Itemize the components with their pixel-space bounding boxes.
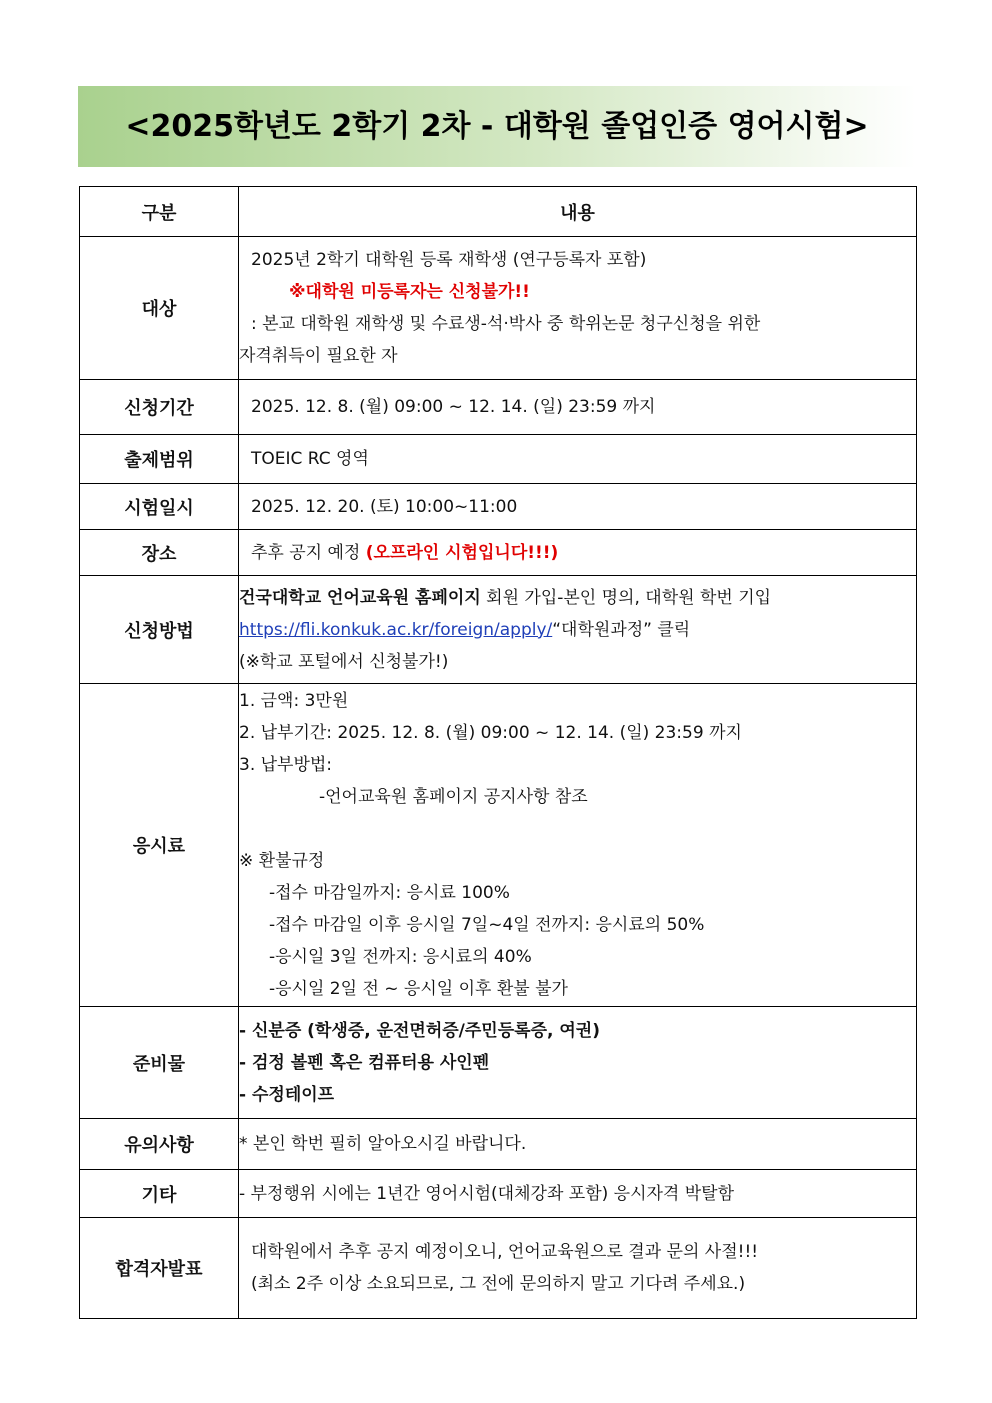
- refund-rule-4: -응시일 2일 전 ~ 응시일 이후 환불 불가: [269, 979, 568, 999]
- fee-item-period: 2. 납부기간: 2025. 12. 8. (월) 09:00 ~ 12. 14. (일) 23:59 까지: [239, 723, 742, 743]
- fee-label: 응시료: [80, 684, 239, 1007]
- place-text: 추후 공지 예정: [251, 542, 366, 563]
- target-warning: ※대학원 미등록자는 신청불가!!: [289, 282, 530, 302]
- etc-text: - 부정행위 시에는 1년간 영어시험(대체강좌 포함) 응시자격 박탈함: [239, 1183, 735, 1204]
- method-text: 회원 가입-본인 명의, 대학원 학번 기입: [480, 587, 772, 608]
- result-line1: 대학원에서 추후 공지 예정이오니, 언어교육원으로 결과 문의 사절!!!: [251, 1242, 759, 1262]
- apply-link[interactable]: https://fli.konkuk.ac.kr/foreign/apply/: [239, 619, 553, 640]
- place-offline-notice: (오프라인 시험입니다!!!): [365, 542, 559, 563]
- fee-method-detail: -언어교육원 홈페이지 공지사항 참조: [319, 787, 588, 807]
- header-category: 구분: [80, 187, 239, 237]
- place-label: 장소: [80, 530, 239, 576]
- target-line4: 자격취득이 필요한 자: [239, 346, 398, 366]
- row-place: [80, 530, 917, 576]
- period-label: 신청기간: [80, 380, 239, 435]
- place-content: [239, 537, 916, 569]
- exam-info-table: [79, 186, 917, 1319]
- method-note: (※학교 포털에서 신청불가!): [239, 651, 449, 672]
- scope-text: TOEIC RC 영역: [251, 449, 369, 469]
- refund-rule-3: -응시일 3일 전까지: 응시료의 40%: [269, 947, 532, 967]
- row-period: [80, 380, 917, 435]
- refund-title: ※ 환불규정: [239, 851, 325, 871]
- method-homepage-name: 건국대학교 언어교육원 홈페이지: [239, 587, 481, 608]
- fee-item-method: 3. 납부방법:: [239, 755, 333, 775]
- method-content: [239, 576, 917, 684]
- caution-label: 유의사항: [80, 1119, 239, 1170]
- title-banner: [78, 86, 916, 167]
- refund-rule-1: -접수 마감일까지: 응시료 100%: [269, 883, 510, 903]
- row-etc: [80, 1170, 917, 1218]
- row-caution: [80, 1119, 917, 1170]
- row-method: [80, 576, 917, 684]
- prep-item-pen: - 검정 볼펜 혹은 컴퓨터용 사인펜: [239, 1052, 490, 1073]
- target-line1: 2025년 2학기 대학원 등록 재학생 (연구등록자 포함): [251, 250, 647, 270]
- page-title: <2025학년도 2학기 2차 - 대학원 졸업인증 영어시험>: [125, 109, 869, 144]
- row-result: [80, 1218, 917, 1319]
- method-click-text: “대학원과정” 클릭: [552, 619, 691, 640]
- result-content: [239, 1218, 917, 1319]
- result-line2: (최소 2주 이상 소요되므로, 그 전에 문의하지 말고 기다려 주세요.): [251, 1274, 746, 1294]
- prep-content: [239, 1007, 917, 1119]
- scope-label: 출제범위: [80, 435, 239, 484]
- target-content: [239, 237, 917, 380]
- target-line3: : 본교 대학원 재학생 및 수료생-석·박사 중 학위논문 청구신청을 위한: [251, 314, 761, 334]
- method-label: 신청방법: [80, 576, 239, 684]
- table-header-row: [80, 187, 917, 237]
- exam-date-label: 시험일시: [80, 484, 239, 530]
- header-content: 내용: [239, 187, 917, 237]
- row-target: [80, 237, 917, 380]
- refund-rule-2: -접수 마감일 이후 응시일 7일~4일 전까지: 응시료의 50%: [269, 915, 705, 935]
- target-label: 대상: [80, 237, 239, 380]
- row-fee: [80, 684, 917, 1007]
- caution-text: * 본인 학번 필히 알아오시길 바랍니다.: [239, 1134, 527, 1154]
- row-exam-date: [80, 484, 917, 530]
- result-label: 합격자발표: [80, 1218, 239, 1319]
- prep-item-tape: - 수정테이프: [239, 1084, 335, 1105]
- row-prep: [80, 1007, 917, 1119]
- exam-date-text: 2025. 12. 20. (토) 10:00~11:00: [251, 496, 518, 517]
- period-text: 2025. 12. 8. (월) 09:00 ~ 12. 14. (일) 23:59 까지: [251, 397, 656, 417]
- etc-label: 기타: [80, 1170, 239, 1218]
- fee-content: [239, 684, 917, 1007]
- prep-label: 준비물: [80, 1007, 239, 1119]
- fee-item-amount: 1. 금액: 3만원: [239, 691, 349, 711]
- prep-item-id: - 신분증 (학생증, 운전면허증/주민등록증, 여권): [239, 1020, 600, 1041]
- row-scope: [80, 435, 917, 484]
